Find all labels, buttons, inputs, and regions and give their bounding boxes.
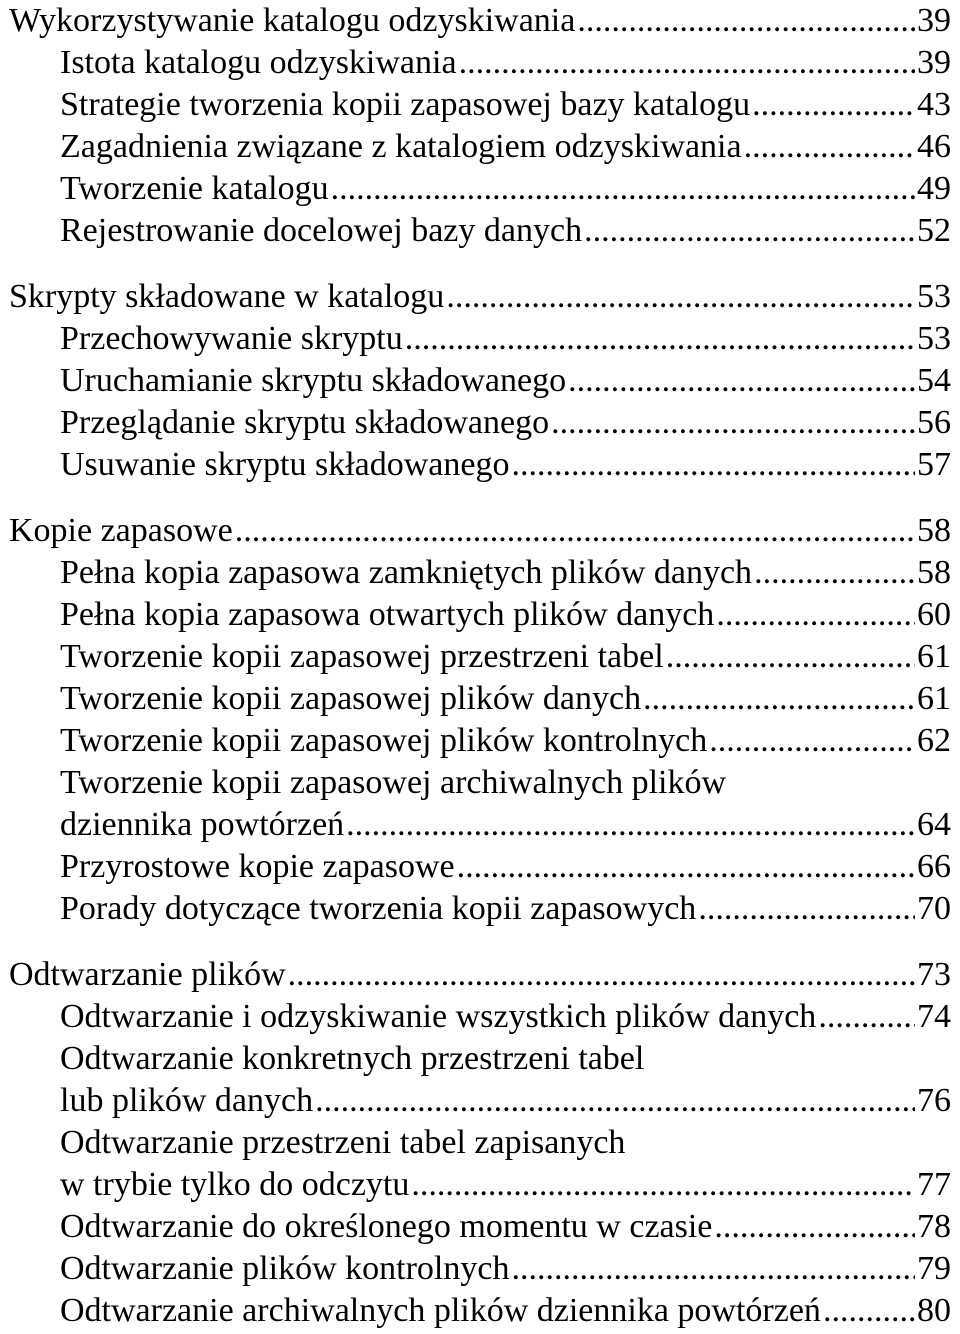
toc-entry xyxy=(0,636,960,678)
toc-entry xyxy=(0,402,960,444)
toc-page-number: 57 xyxy=(917,446,951,483)
dot-leader xyxy=(818,996,915,1038)
toc-page-number: 61 xyxy=(917,680,951,717)
toc-page-number: 76 xyxy=(917,1082,951,1119)
dot-leader xyxy=(315,1080,915,1122)
dot-leader xyxy=(754,552,915,594)
toc-entry-title: Kopie zapasowe xyxy=(9,512,233,549)
toc-entry-title: Pełna kopia zapasowa otwartych plików danych xyxy=(60,596,715,633)
toc-entry-title-line xyxy=(0,1038,960,1080)
toc-page-number: 73 xyxy=(917,956,951,993)
toc-page-number: 60 xyxy=(917,596,951,633)
dot-leader xyxy=(511,444,915,486)
toc-entry-title-line xyxy=(0,1122,960,1164)
toc-entry xyxy=(0,42,960,84)
toc-page-number: 61 xyxy=(917,638,951,675)
toc-page-number: 58 xyxy=(917,512,951,549)
toc-entry-title-line xyxy=(0,762,960,804)
toc-entry-title: Usuwanie skryptu składowanego xyxy=(60,446,510,483)
dot-leader xyxy=(446,276,915,318)
toc-entry-title: Uruchamianie skryptu składowanego xyxy=(60,362,567,399)
toc-entry xyxy=(0,1206,960,1248)
dot-leader xyxy=(714,1206,915,1248)
dot-leader xyxy=(643,678,915,720)
toc-entry xyxy=(0,954,960,996)
toc-entry-title: Strategie tworzenia kopii zapasowej bazy katalogu xyxy=(60,86,751,123)
toc-page-number: 80 xyxy=(917,1292,951,1329)
toc-entry xyxy=(0,276,960,318)
dot-leader xyxy=(709,720,915,762)
dot-leader xyxy=(457,846,915,888)
toc-page-number: 64 xyxy=(917,806,951,843)
toc-entry xyxy=(0,84,960,126)
toc-entry xyxy=(0,1290,960,1332)
toc-entry-title: lub plików danych xyxy=(60,1082,314,1119)
dot-leader xyxy=(577,0,915,42)
toc-entry-title: Odtwarzanie i odzyskiwanie wszystkich plików danych xyxy=(60,998,817,1035)
toc-page-number: 66 xyxy=(917,848,951,885)
dot-leader xyxy=(716,594,915,636)
dot-leader xyxy=(411,1164,915,1206)
toc-page-number: 53 xyxy=(917,278,951,315)
toc-entry-title: Skrypty składowane w katalogu xyxy=(9,278,445,315)
dot-leader xyxy=(331,168,915,210)
toc-entry xyxy=(0,996,960,1038)
toc-entry xyxy=(0,552,960,594)
toc-page-number: 62 xyxy=(917,722,951,759)
toc-entry xyxy=(0,360,960,402)
toc-entry xyxy=(0,1164,960,1206)
toc-entry-title: Rejestrowanie docelowej bazy danych xyxy=(60,212,583,249)
toc-entry-title: Tworzenie kopii zapasowej archiwalnych plików xyxy=(60,764,727,801)
toc-entry-title: Tworzenie kopii zapasowej plików kontrolnych xyxy=(60,722,708,759)
toc-entry xyxy=(0,0,960,42)
dot-leader xyxy=(235,510,915,552)
toc-entry-title: Przechowywanie skryptu xyxy=(60,320,403,357)
toc-entry xyxy=(0,318,960,360)
toc-entry-title: Odtwarzanie archiwalnych plików dziennika powtórzeń xyxy=(60,1292,821,1329)
toc-entry xyxy=(0,804,960,846)
toc-entry-title: Istota katalogu odzyskiwania xyxy=(60,44,457,81)
toc-page-number: 52 xyxy=(917,212,951,249)
dot-leader xyxy=(459,42,915,84)
toc-entry-title: Odtwarzanie plików kontrolnych xyxy=(60,1250,510,1287)
dot-leader xyxy=(698,888,915,930)
toc-page-number: 39 xyxy=(917,44,951,81)
toc-entry-title: Tworzenie kopii zapasowej przestrzeni tabel xyxy=(60,638,664,675)
dot-leader xyxy=(666,636,915,678)
toc-entry-title: Porady dotyczące tworzenia kopii zapasowych xyxy=(60,890,697,927)
toc-page-number: 79 xyxy=(917,1250,951,1287)
toc-entry xyxy=(0,168,960,210)
toc-entry-title: Odtwarzanie konkretnych przestrzeni tabel xyxy=(60,1040,645,1077)
dot-leader xyxy=(511,1248,915,1290)
toc-entry-title: Wykorzystywanie katalogu odzyskiwania xyxy=(9,2,576,39)
toc-page-number: 58 xyxy=(917,554,951,591)
toc-entry-title: Przeglądanie skryptu składowanego xyxy=(60,404,550,441)
toc-entry xyxy=(0,720,960,762)
dot-leader xyxy=(744,126,915,168)
toc-entry xyxy=(0,210,960,252)
toc-entry-title: Pełna kopia zapasowa zamkniętych plików danych xyxy=(60,554,753,591)
toc-entry-title: Odtwarzanie plików xyxy=(9,956,286,993)
toc-entry-title: Odtwarzanie przestrzeni tabel zapisanych xyxy=(60,1124,626,1161)
toc-entry xyxy=(0,1080,960,1122)
toc-entry xyxy=(0,444,960,486)
toc-page-number: 49 xyxy=(917,170,951,207)
toc-page-number: 74 xyxy=(917,998,951,1035)
dot-leader xyxy=(288,954,915,996)
toc-entry xyxy=(0,126,960,168)
dot-leader xyxy=(405,318,915,360)
toc-entry xyxy=(0,510,960,552)
toc-entry-title: Odtwarzanie do określonego momentu w czasie xyxy=(60,1208,713,1245)
dot-leader xyxy=(823,1290,915,1332)
toc-entry xyxy=(0,888,960,930)
toc-entry-title: Zagadnienia związane z katalogiem odzyskiwania xyxy=(60,128,742,165)
toc-entry-title: Przyrostowe kopie zapasowe xyxy=(60,848,455,885)
toc-entry-title: Tworzenie kopii zapasowej plików danych xyxy=(60,680,642,717)
dot-leader xyxy=(752,84,915,126)
toc-entry xyxy=(0,678,960,720)
toc-page-number: 53 xyxy=(917,320,951,357)
toc-page-number: 78 xyxy=(917,1208,951,1245)
toc-page-number: 39 xyxy=(917,2,951,39)
toc-page-number: 54 xyxy=(917,362,951,399)
toc-page-number: 56 xyxy=(917,404,951,441)
toc-page-number: 43 xyxy=(917,86,951,123)
dot-leader xyxy=(346,804,915,846)
toc-entry xyxy=(0,594,960,636)
toc-page-number: 70 xyxy=(917,890,951,927)
toc-entry xyxy=(0,1248,960,1290)
toc-entry-title: w trybie tylko do odczytu xyxy=(60,1166,410,1203)
toc-entry xyxy=(0,846,960,888)
toc-entry-title: Tworzenie katalogu xyxy=(60,170,329,207)
dot-leader xyxy=(551,402,915,444)
dot-leader xyxy=(584,210,915,252)
toc-page-number: 46 xyxy=(917,128,951,165)
toc-page-number: 77 xyxy=(917,1166,951,1203)
dot-leader xyxy=(568,360,915,402)
toc-entry-title: dziennika powtórzeń xyxy=(60,806,345,843)
